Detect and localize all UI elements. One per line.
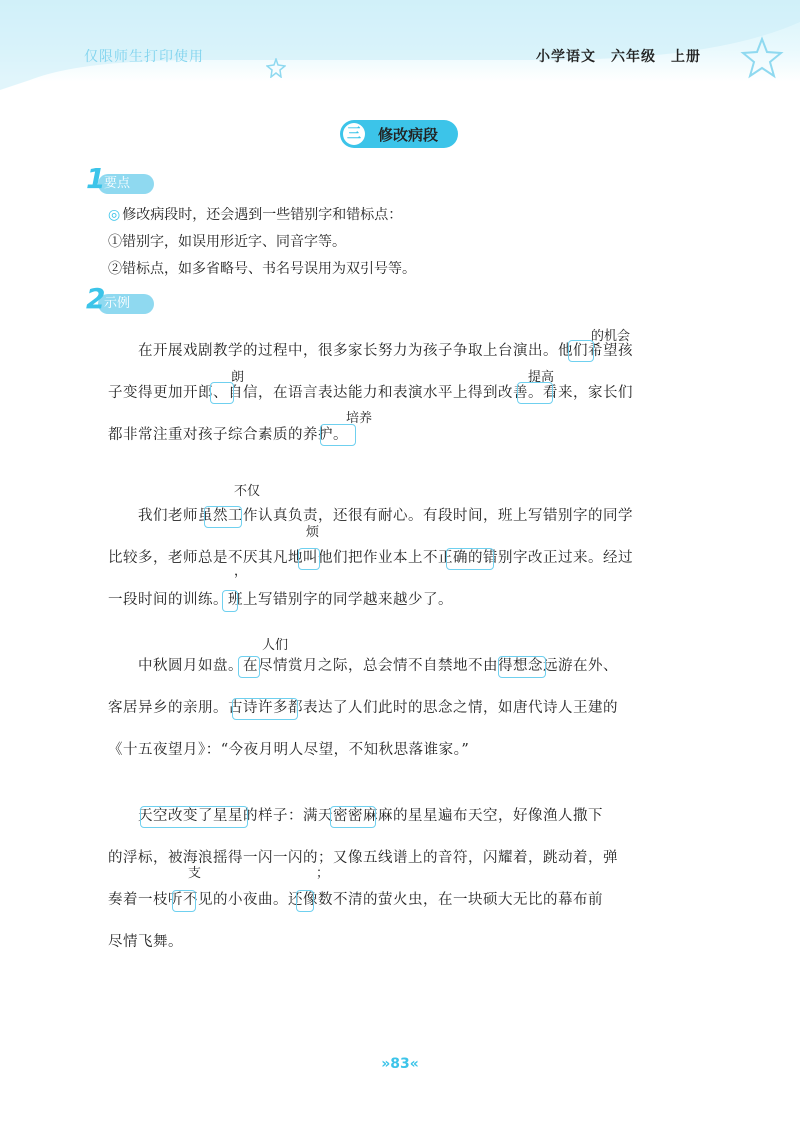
point-intro: ◎ 修改病段时，还会遇到一些错别字和错标点： [108,207,403,223]
paragraph-line: 一段时间的训练。班上写错别字的同学越来越少了。 [108,592,453,608]
correction-mark [568,340,594,362]
correction-annotation: ， [234,564,248,579]
watermark-text: 仅限师生打印使用 [84,49,204,65]
page-number [372,1056,428,1074]
correction-annotation: 支 [188,866,202,881]
small-star-icon [266,58,286,78]
example-paragraph-2 [108,495,668,621]
correction-mark [298,548,320,570]
correction-annotation: 培养 [346,411,373,426]
correction-mark [498,656,546,678]
correction-annotation: 提高 [528,370,555,385]
paragraph-line: 我们老师虽然工作认真负责，还很有耐心。有段时间，班上写错别字的同学 [108,508,633,524]
correction-annotation: 的机会 [591,329,631,344]
correction-annotation: 不仅 [234,484,261,499]
subsection-label: 要点 [98,174,154,194]
paragraph-line: 奏着一枝听不见的小夜曲。还像数不清的萤火虫，在一块硕大无比的幕布前 [108,892,603,908]
header-wave-decoration [0,0,800,90]
correction-mark [238,656,260,678]
correction-mark [330,806,376,828]
bullet-dot-icon: ◎ [108,207,121,223]
paragraph-line: 尽情飞舞。 [108,934,183,950]
paragraph-line: 在开展戏剧教学的过程中，很多家长努力为孩子争取上台演出。他们希望孩 [108,343,633,359]
paragraph-line: 子变得更加开郎、自信，在语言表达能力和表演水平上得到改善。看来，家长们 [108,385,633,401]
paragraph-line: 客居异乡的亲朋。古诗许多都表达了人们此时的思念之情，如唐代诗人王建的 [108,700,618,716]
subsection-number: 1 [86,162,106,195]
correction-mark [232,698,298,720]
paragraph-line: 中秋圆月如盘。在尽情赏月之际，总会情不自禁地不由得想念远游在外、 [108,658,618,674]
correction-mark [517,382,553,404]
correction-annotation: 朗 [231,370,245,385]
correction-annotation: 烦 [306,525,320,540]
paragraph-line: 天空改变了星星的样子：满天密密麻麻的星星遍布天空，好像渔人撒下 [108,808,603,824]
star-icon [740,36,784,80]
correction-mark [320,424,356,446]
point-item: ①错别字，如误用形近字、同音字等。 [108,234,346,250]
correction-mark [140,806,248,828]
page-number-right-ornament: « [409,1056,419,1072]
correction-mark [204,506,242,528]
correction-mark [446,548,494,570]
section-number: 三 [343,123,365,145]
correction-mark [210,382,234,404]
correction-annotation: 人们 [262,638,289,653]
correction-mark [172,890,196,912]
example-paragraph-3 [108,645,668,771]
page-number-value: 83 [390,1056,410,1072]
paragraph-line: 《十五夜望月》：“今夜月明人尽望，不知秋思落谁家。” [108,742,470,758]
book-title: 小学语文 六年级 上册 [536,49,701,65]
subsection-label: 示例 [98,294,154,314]
correction-mark [296,890,314,912]
correction-annotation: ； [316,866,330,881]
section-title-badge [340,120,458,148]
paragraph-line: 的浮标，被海浪摇得一闪一闪的；又像五线谱上的音符，闪耀着，跳动着，弹 [108,850,618,866]
section-title: 修改病段 [378,126,439,144]
page-number-left-ornament: » [381,1056,391,1072]
point-item: ②错标点，如多省略号、书名号误用为双引号等。 [108,261,416,277]
paragraph-line: 都非常注重对孩子综合素质的养护。 [108,427,348,443]
paragraph-line: 比较多，老师总是不厌其凡地叫他们把作业本上不正确的错别字改正过来。经过 [108,550,633,566]
subsection-number: 2 [86,282,106,315]
correction-mark [222,590,238,612]
